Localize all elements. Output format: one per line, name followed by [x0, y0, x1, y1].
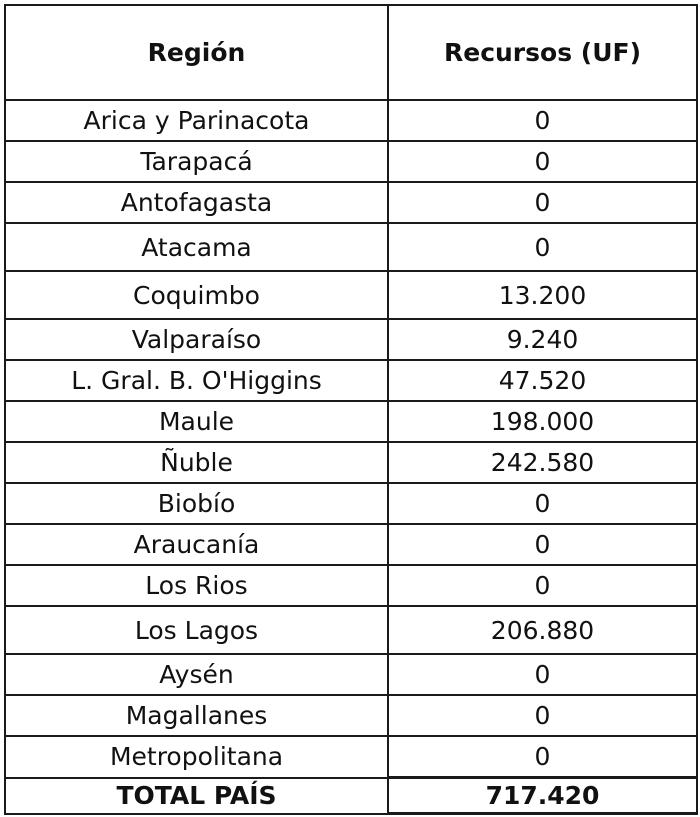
region-cell: Los Rios: [5, 565, 388, 606]
table-row: [5, 360, 697, 401]
table-row: [5, 565, 697, 606]
total-row: [5, 778, 697, 814]
value-cell: 198.000: [388, 401, 697, 442]
header-region: Región: [5, 5, 388, 100]
region-cell: Valparaíso: [5, 319, 388, 360]
region-cell: Atacama: [5, 223, 388, 271]
value-cell: 0: [388, 565, 697, 606]
region-cell: Metropolitana: [5, 736, 388, 778]
value-cell: 47.520: [388, 360, 697, 401]
value-cell: 0: [388, 483, 697, 524]
region-cell: Ñuble: [5, 442, 388, 483]
region-cell: Maule: [5, 401, 388, 442]
table-row: [5, 442, 697, 483]
region-cell: Araucanía: [5, 524, 388, 565]
table-row: [5, 100, 697, 141]
table-row: [5, 319, 697, 360]
table-header-row: [5, 5, 697, 100]
region-cell: Coquimbo: [5, 271, 388, 319]
region-cell: L. Gral. B. O'Higgins: [5, 360, 388, 401]
value-cell: 0: [388, 182, 697, 223]
table-row: [5, 141, 697, 182]
region-cell: Tarapacá: [5, 141, 388, 182]
table-row: [5, 654, 697, 695]
value-cell: 0: [388, 654, 697, 695]
value-cell: 206.880: [388, 606, 697, 654]
resources-by-region-table: [4, 4, 698, 815]
value-cell: 0: [388, 736, 697, 778]
total-label: TOTAL PAÍS: [5, 778, 388, 814]
value-cell: 0: [388, 524, 697, 565]
table-row: [5, 182, 697, 223]
value-cell: 13.200: [388, 271, 697, 319]
region-cell: Los Lagos: [5, 606, 388, 654]
value-cell: 0: [388, 100, 697, 141]
total-value: 717.420: [388, 778, 697, 814]
table-row: [5, 524, 697, 565]
table-row: [5, 223, 697, 271]
region-cell: Biobío: [5, 483, 388, 524]
table-row: [5, 736, 697, 778]
table-row: [5, 606, 697, 654]
region-cell: Arica y Parinacota: [5, 100, 388, 141]
region-cell: Aysén: [5, 654, 388, 695]
value-cell: 242.580: [388, 442, 697, 483]
value-cell: 0: [388, 223, 697, 271]
value-cell: 0: [388, 141, 697, 182]
header-resources: Recursos (UF): [388, 5, 697, 100]
region-cell: Antofagasta: [5, 182, 388, 223]
value-cell: 9.240: [388, 319, 697, 360]
value-cell: 0: [388, 695, 697, 736]
region-cell: Magallanes: [5, 695, 388, 736]
table-row: [5, 483, 697, 524]
table-row: [5, 401, 697, 442]
table-row: [5, 271, 697, 319]
table-row: [5, 695, 697, 736]
